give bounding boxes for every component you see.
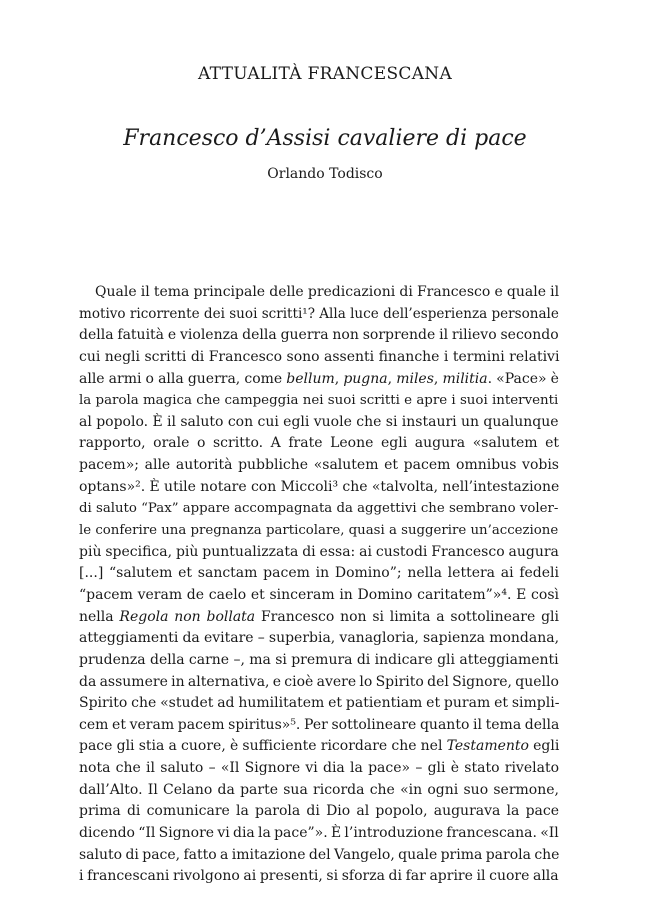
text-line: di saluto “Pax” appare accompagnata da aggettivi che sembrano voler-	[79, 501, 559, 517]
text-line: “pacem veram de caelo et sinceram in Domino caritatem”»⁴. E così	[79, 586, 559, 603]
text-line: al popolo. È il saluto con cui egli vuole che si instauri un qualunque	[79, 413, 559, 430]
text-line: pace gli stia a cuore, è sufficiente ricordare che nel Testamento egli	[79, 738, 560, 755]
italic-term: pugna	[343, 370, 388, 387]
italic-term: militia	[442, 370, 488, 387]
article-title: Francesco d’Assisi cavaliere di pace	[123, 126, 527, 151]
text-line: Spirito che «studet ad humilitatem et patientiam et puram et simpli-	[79, 695, 560, 712]
section-heading: ATTUALITÀ FRANCESCANA	[197, 64, 453, 84]
text-line: motivo ricorrente dei suoi scritti¹? Alla luce dell’esperienza personale	[79, 305, 559, 322]
text-line: Quale il tema principale delle predicazioni di Francesco e quale il	[95, 284, 560, 300]
text-line: cem et veram pacem spiritus»⁵. Per sottolineare quanto il tema della	[79, 716, 560, 733]
author-name: Orlando Todisco	[267, 166, 383, 182]
text-line: prima di comunicare la parola di Dio al popolo, augurava la pace	[79, 803, 559, 820]
text-line: più specifica, più puntualizzata di essa: ai custodi Francesco augura	[79, 543, 559, 560]
body-text	[79, 282, 559, 888]
text-line: della fatuità e violenza della guerra non sorprende il rilievo secondo	[79, 327, 559, 344]
text-line: alle armi o alla guerra, come bellum, pugna, miles, militia. «Pace» è	[79, 370, 559, 387]
italic-term: bellum	[286, 370, 335, 387]
text-line: le conferire una pregnanza particolare, quasi a suggerire un’accezione	[79, 523, 559, 539]
text-line: prudenza della carne –, ma si premura di indicare gli atteggiamenti	[79, 651, 559, 668]
text-line: cui negli scritti di Francesco sono assenti finanche i termini relativi	[79, 348, 560, 365]
text-line: la parola magica che campeggia nei suoi scritti e apre i suoi interventi	[79, 393, 559, 409]
text-line: dall’Alto. Il Celano da parte sua ricorda che «in ogni suo sermone,	[79, 781, 559, 798]
italic-term: Testamento	[446, 738, 529, 755]
text-line: rapporto, orale o scritto. A frate Leone egli augura «salutem et	[79, 435, 559, 452]
text-line: optans»². È utile notare con Miccoli³ che «talvolta, nell’intestazione	[79, 478, 560, 495]
text-line: atteggiamenti da evitare – superbia, vanagloria, sapienza mondana,	[79, 630, 560, 647]
text-line: saluto di pace, fatto a imitazione del Vangelo, quale prima parola che	[79, 846, 560, 863]
text-line: pacem»; alle autorità pubbliche «salutem et pacem omnibus vobis	[79, 457, 559, 474]
italic-term: miles	[396, 370, 434, 387]
text-line: dicendo “Il Signore vi dia la pace”». È l’introduzione francescana. «Il	[79, 825, 559, 842]
text-line: da assumere in alternativa, e cioè avere lo Spirito del Signore, quello	[79, 673, 559, 690]
text-line: i francescani rivolgono ai presenti, si sforza di far aprire il cuore alla	[79, 868, 559, 885]
italic-term: Regola non bollata	[119, 608, 256, 625]
text-line: [...] “salutem et sanctam pacem in Domino”; nella lettera ai fedeli	[79, 565, 559, 582]
text-line: nella Regola non bollata Francesco non si limita a sottolineare gli	[79, 608, 559, 625]
text-line: nota che il saluto – «Il Signore vi dia la pace» – gli è stato rivelato	[79, 760, 559, 777]
